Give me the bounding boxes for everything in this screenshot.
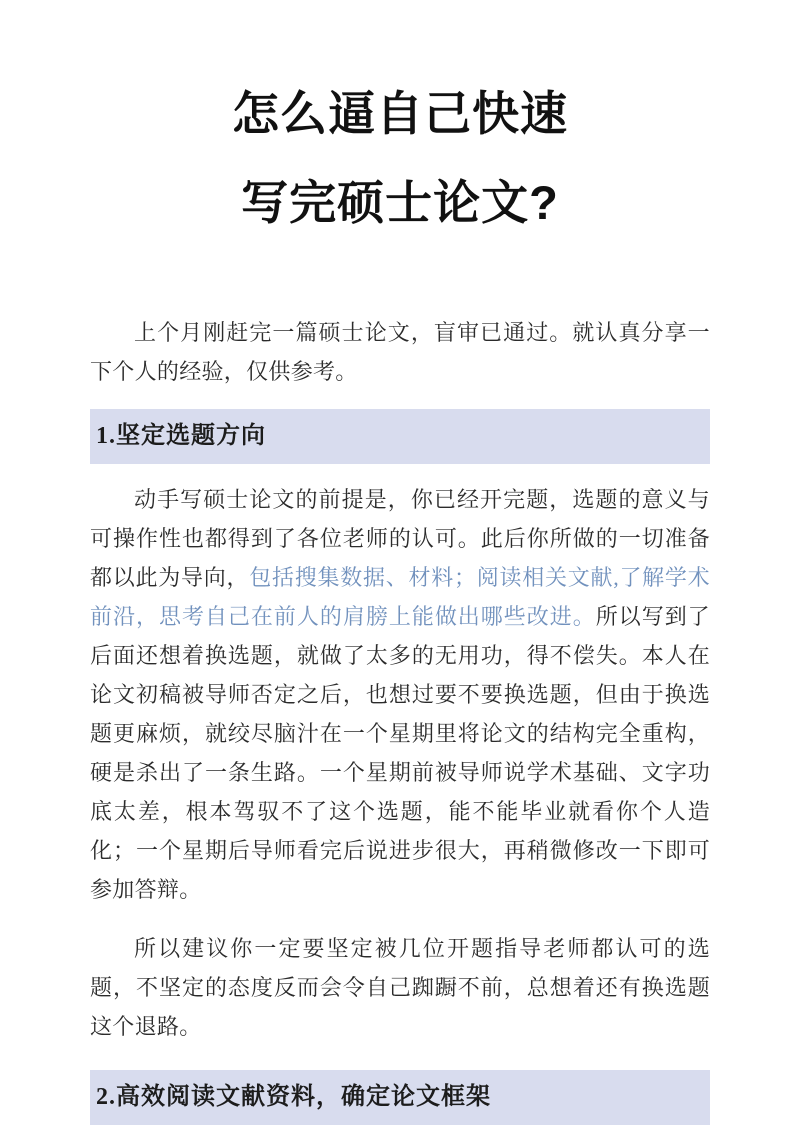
document-title <box>90 86 710 231</box>
intro-paragraph: 上个月刚赶完一篇硕士论文，盲审已通过。就认真分享一下个人的经验，仅供参考。 <box>90 319 710 384</box>
section-2-heading: 2.高效阅读文献资料，确定论文框架 <box>90 1070 710 1125</box>
title-line-1: 怎么逼自己快速 <box>232 87 568 140</box>
paragraph-rest-text: 所以写到了后面还想着换选题，就做了太多的无用功，得不偿失。本人在论文初稿被导师否定之后，也想过要不要换选题，但由于换选题更麻烦，就绞尽脑汁在一个星期里将论文的结构完全重构，硬是杀出了一条生路。一个星期前被导师说学术基础、文字功底太差，根本驾驭不了这个选题，能不能毕业就看你个人造化；一个星期后导师看完后说进步很大，再稍微修改一下即可参加答辩。 <box>90 603 710 902</box>
section-1-paragraph-2: 所以建议你一定要坚定被几位开题指导老师都认可的选题，不坚定的态度反而会令自己踟蹰不前，总想着还有换选题这个退路。 <box>90 935 710 1039</box>
highlighted-phrase: 包括搜集数据、材料；阅读相关文献,了解学术前沿，思考自己在前人的肩膀上能做出哪些改进。 <box>90 564 710 629</box>
section-1-heading: 1.坚定选题方向 <box>90 409 710 464</box>
title-line-2: 写完硕士论文? <box>241 176 559 230</box>
paragraph-lead-text: 动手写硕士论文的前提是，你已经开完题，选题的意义与可操作性也都得到了各位老师的认可。此后你所做的一切准备都以此为导向， <box>90 486 710 590</box>
section-1-paragraph-1 <box>90 480 710 909</box>
